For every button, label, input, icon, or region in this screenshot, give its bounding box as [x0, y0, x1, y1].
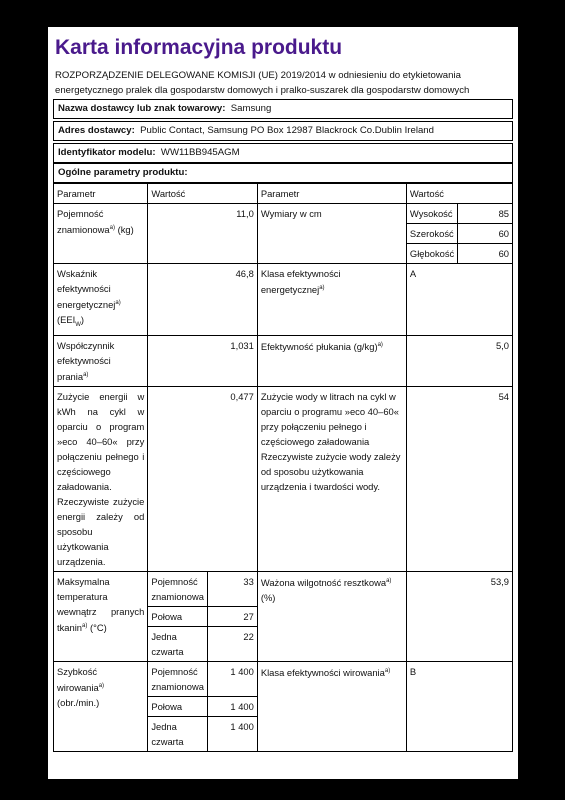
eei-label-cell [54, 264, 148, 336]
max-temp-full-label: Pojemność znamionowa [148, 572, 208, 607]
footnote-mark: a) [319, 285, 325, 291]
supplier-row [53, 99, 513, 119]
spin-half-label: Połowa [148, 697, 208, 717]
footnote-mark: a) [377, 342, 383, 348]
washing-eff-label: Współczynnik efektywności prania [57, 340, 115, 383]
supplier-value: Samsung [230, 103, 272, 114]
max-temp-quarter-value: 22 [207, 627, 257, 662]
max-temp-label: Maksymalna temperatura wewnątrz pranych tkanin [57, 576, 145, 634]
height-value: 85 [458, 204, 513, 224]
regulation-text: ROZPORZĄDZENIE DELEGOWANE KOMISJI (UE) 2019/2014 w odniesieniu do etykietowania energetycznego pralek dla gospodarstw domowych i pralko-suszarek dla gospodarstw domowych [55, 70, 470, 96]
model-value: WW11BB945AGM [160, 147, 240, 158]
eei-label: Wskaźnik efektywności energetycznej [57, 268, 116, 311]
energy-class-value: A [406, 264, 512, 336]
washing-eff-label-cell [54, 336, 148, 387]
width-value: 60 [458, 224, 513, 244]
table-row [54, 336, 513, 387]
table-row [54, 572, 513, 607]
header-value-2: Wartość [406, 184, 512, 204]
general-params-header [53, 163, 513, 183]
header-param-2: Parametr [257, 184, 406, 204]
footnote-mark: a) [82, 623, 88, 630]
spin-class-label-cell [257, 662, 406, 752]
general-label: Ogólne parametry produktu: [58, 167, 188, 178]
eei-unit-pre: (EEI [57, 314, 76, 326]
spin-class-label: Klasa efektywności wirowania [260, 667, 385, 679]
footnote-mark: a) [115, 300, 121, 306]
moisture-value: 53,9 [406, 572, 512, 662]
spin-half-value: 1 400 [207, 697, 257, 717]
rinsing-eff-label-cell [257, 336, 406, 387]
water-consumption-label: Zużycie wody w litrach na cykl w oparciu o programu »eco 40–60« przy połączeniu pełnego i częściowego załadowania Rzeczywiste zużycie wody zależy od sposobu użytkowania urządzenia i twardości wody. [257, 387, 406, 572]
max-temp-quarter-label: Jedna czwarta [148, 627, 208, 662]
table-row [54, 264, 513, 336]
capacity-label-cell [54, 204, 148, 264]
spin-label: Szybkość wirowania [57, 666, 99, 694]
spin-quarter-value: 1 400 [207, 717, 257, 752]
table-row [54, 662, 513, 697]
supplier-label: Nazwa dostawcy lub znak towarowy: [58, 103, 226, 114]
spin-quarter-label: Jedna czwarta [148, 717, 208, 752]
footnote-mark: a) [384, 668, 391, 675]
moisture-label: Ważona wilgotność resztkowa [260, 577, 387, 589]
max-temp-unit: (°C) [89, 622, 107, 634]
depth-label: Głębokość [406, 244, 457, 264]
spin-full-value: 1 400 [207, 662, 257, 697]
capacity-label: Pojemność znamionowa [57, 208, 110, 236]
eei-unit-sub: W [75, 322, 81, 328]
rinsing-eff-label: Efektywność płukania (g/kg) [260, 341, 378, 353]
table-row [54, 204, 513, 224]
parameters-table [53, 183, 513, 752]
energy-consumption-value: 0,477 [148, 387, 258, 572]
address-value: Public Contact, Samsung PO Box 12987 Blackrock Co.Dublin Ireland [140, 125, 434, 136]
depth-value: 60 [458, 244, 513, 264]
table-header-row [54, 184, 513, 204]
height-label: Wysokość [406, 204, 457, 224]
spin-label-cell [54, 662, 148, 752]
max-temp-label-cell [54, 572, 148, 662]
footnote-mark: a) [386, 578, 392, 585]
address-label: Adres dostawcy: [58, 125, 135, 136]
model-row [53, 143, 513, 163]
header-param: Parametr [54, 184, 148, 204]
energy-consumption-label: Zużycie energii w kWh na cykl w oparciu o program »eco 40–60« przy połączeniu pełnego i częściowego załadowania. Rzeczywiste zużycie energii zależy od sposobu użytkowania urządzenia. [54, 387, 148, 572]
rinsing-eff-value: 5,0 [406, 336, 512, 387]
table-row [54, 387, 513, 572]
eei-value: 46,8 [148, 264, 258, 336]
max-temp-full-value: 33 [207, 572, 257, 607]
energy-class-label-cell [257, 264, 406, 336]
footnote-mark: a) [109, 225, 115, 231]
footnote-mark: a) [98, 683, 105, 690]
moisture-label-cell [257, 572, 406, 662]
footnote-mark: a) [83, 372, 89, 378]
moisture-unit: (%) [260, 592, 276, 604]
address-row [53, 121, 513, 141]
product-sheet [48, 27, 518, 779]
model-label: Identyfikator modelu: [58, 147, 156, 158]
capacity-value: 11,0 [148, 204, 258, 264]
spin-full-label: Pojemność znamionowa [148, 662, 208, 697]
capacity-unit: (kg) [117, 224, 134, 236]
energy-class-label: Klasa efektywności energetycznej [260, 268, 341, 296]
washing-eff-value: 1,031 [148, 336, 258, 387]
spin-class-value: B [406, 662, 512, 752]
dimensions-label: Wymiary w cm [257, 204, 406, 264]
page-title: Karta informacyjna produktu [55, 36, 343, 59]
max-temp-half-value: 27 [207, 607, 257, 627]
width-label: Szerokość [406, 224, 457, 244]
header-value: Wartość [148, 184, 258, 204]
max-temp-half-label: Połowa [148, 607, 208, 627]
water-consumption-value: 54 [406, 387, 512, 572]
eei-unit-post: ) [80, 314, 85, 326]
spin-unit: (obr./min.) [57, 697, 100, 709]
